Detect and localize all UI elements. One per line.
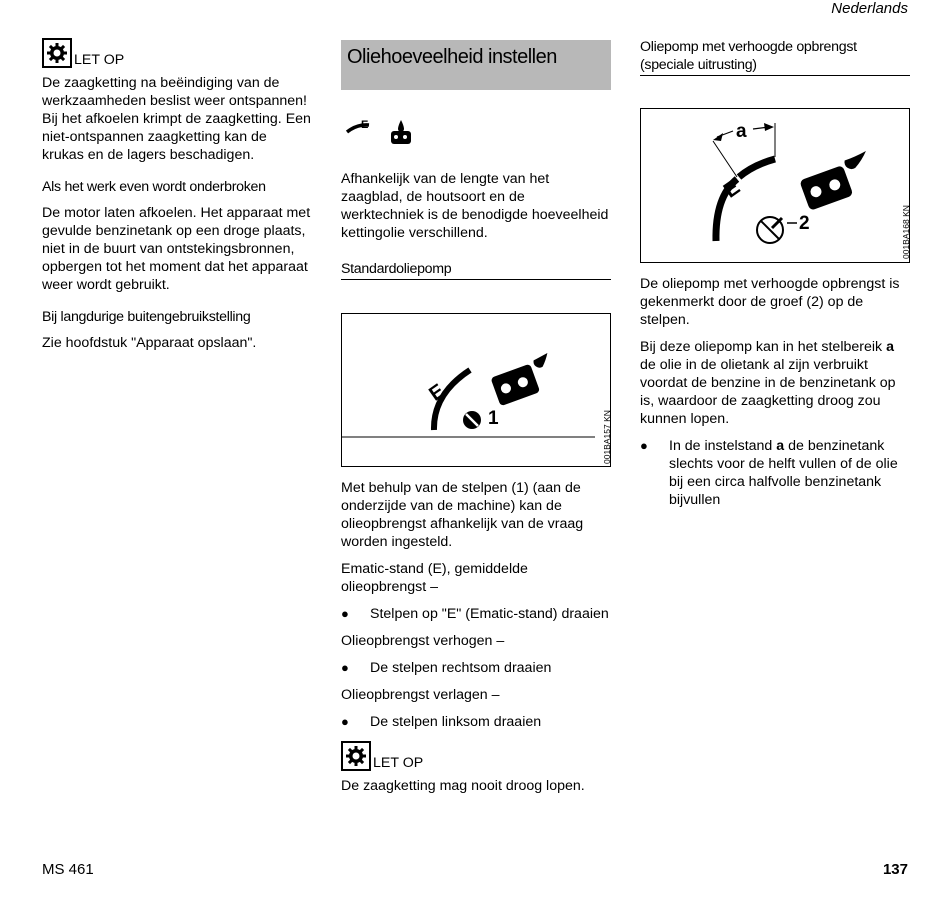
- notice-header: [42, 38, 312, 68]
- notice-text: De zaagketting mag nooit droog lopen.: [341, 778, 585, 794]
- paragraph-increase: Olieopbrengst verhogen –: [341, 633, 505, 649]
- oil-symbol-area: [341, 90, 611, 170]
- gear-icon: [341, 741, 371, 771]
- callout-2: 2: [799, 213, 810, 234]
- gear-icon: [42, 38, 72, 68]
- bullet-text: Stelpen op "E" (Ematic-stand) draaien: [370, 606, 609, 622]
- subheading-interrupt: Als het werk even wordt onderbroken: [42, 179, 266, 195]
- column-middle: [341, 40, 611, 804]
- column-left: [42, 38, 312, 361]
- header-language: Nederlands: [831, 0, 908, 17]
- subheading-standard-pump: Standardoliepomp: [341, 260, 611, 280]
- oil-adjust-symbol-icon: [343, 116, 423, 156]
- paragraph-long-storage: Zie hoofdstuk "Apparaat opslaan".: [42, 335, 257, 351]
- paragraph-interrupt: De motor laten afkoelen. Het apparaat met gevulde benzinetank op een droge plaats, niet in de buurt van ontstekingsbronnen, opbergen tot het moment dat het apparaat weer wordt gebruikt.: [42, 205, 311, 293]
- column-right: [640, 38, 910, 518]
- section-title: Oliehoeveelheid instellen: [341, 40, 611, 90]
- figure-code: 001BA157 KN: [602, 410, 612, 464]
- subheading-long-storage: Bij langdurige buitengebruikstelling: [42, 309, 251, 325]
- paragraph-decrease: Olieopbrengst verlagen –: [341, 687, 500, 703]
- heading-high-output-pump: Oliepomp met verhoogde opbrengst (speciale uitrusting): [640, 38, 910, 76]
- footer-model: MS 461: [42, 861, 94, 878]
- label-a: a: [736, 121, 747, 142]
- figure-standard-pump: [341, 313, 611, 467]
- svg-text:E: E: [361, 119, 369, 131]
- notice-label: LET OP: [373, 755, 424, 771]
- page-number: 137: [882, 861, 908, 878]
- pump-diagram-icon: [641, 109, 908, 261]
- bullet-text: De stelpen linksom draaien: [370, 714, 542, 730]
- bullet-text: In de instelstand a de benzinetank slechts voor de helft vullen of de olie bij een circa halfvolle benzinetank bijvullen: [669, 438, 898, 508]
- paragraph-stelpen: Met behulp van de stelpen (1) (aan de onderzijde van de machine) kan de olieopbrengst afhankelijk van de vraag worden ingesteld.: [341, 480, 584, 550]
- notice-text: De zaagketting na beëindiging van de werkzaamheden beslist weer ontspannen! Bij het afkoelen krimpt de zaagketting. Een niet-ontspannen zaagketting kan de krukas en de lagers beschadigen.: [42, 75, 311, 163]
- bullet-decrease: ● De stelpen linksom draaien: [341, 714, 542, 730]
- paragraph-groove: De oliepomp met verhoogde opbrengst is gekenmerkt door de groef (2) op de stelpen.: [640, 276, 900, 328]
- bullet-setting-a: ● In de instelstand a de benzinetank slechts voor de helft vullen of de olie bij een circa halfvolle benzinetank bijvullen: [640, 437, 910, 509]
- bullet-text: De stelpen rechtsom draaien: [370, 660, 552, 676]
- paragraph-range-a: Bij deze oliepomp kan in het stelbereik a de olie in de olietank al zijn verbruikt voordat de benzine in de benzinetank op is, waardoor de zaagketting droog zou kunnen lopen.: [640, 339, 896, 427]
- bullet-increase: ● De stelpen rechtsom draaien: [341, 660, 552, 676]
- callout-1: 1: [488, 408, 499, 429]
- bullet-ematic: ● Stelpen op "E" (Ematic-stand) draaien: [341, 606, 609, 622]
- svg-text:E: E: [425, 379, 449, 406]
- notice-label: LET OP: [74, 52, 125, 68]
- svg-text:E: E: [719, 175, 745, 203]
- notice-header: [341, 741, 611, 771]
- pump-diagram-icon: [342, 314, 609, 465]
- figure-high-output-pump: [640, 108, 910, 263]
- figure-code: 001BA168 KN: [901, 205, 911, 259]
- paragraph-ematic: Ematic-stand (E), gemiddelde olieopbrengst –: [341, 561, 528, 595]
- intro-paragraph: Afhankelijk van de lengte van het zaagblad, de houtsoort en de werktechniek is de benodigde hoeveelheid kettingolie verschillend.: [341, 171, 609, 241]
